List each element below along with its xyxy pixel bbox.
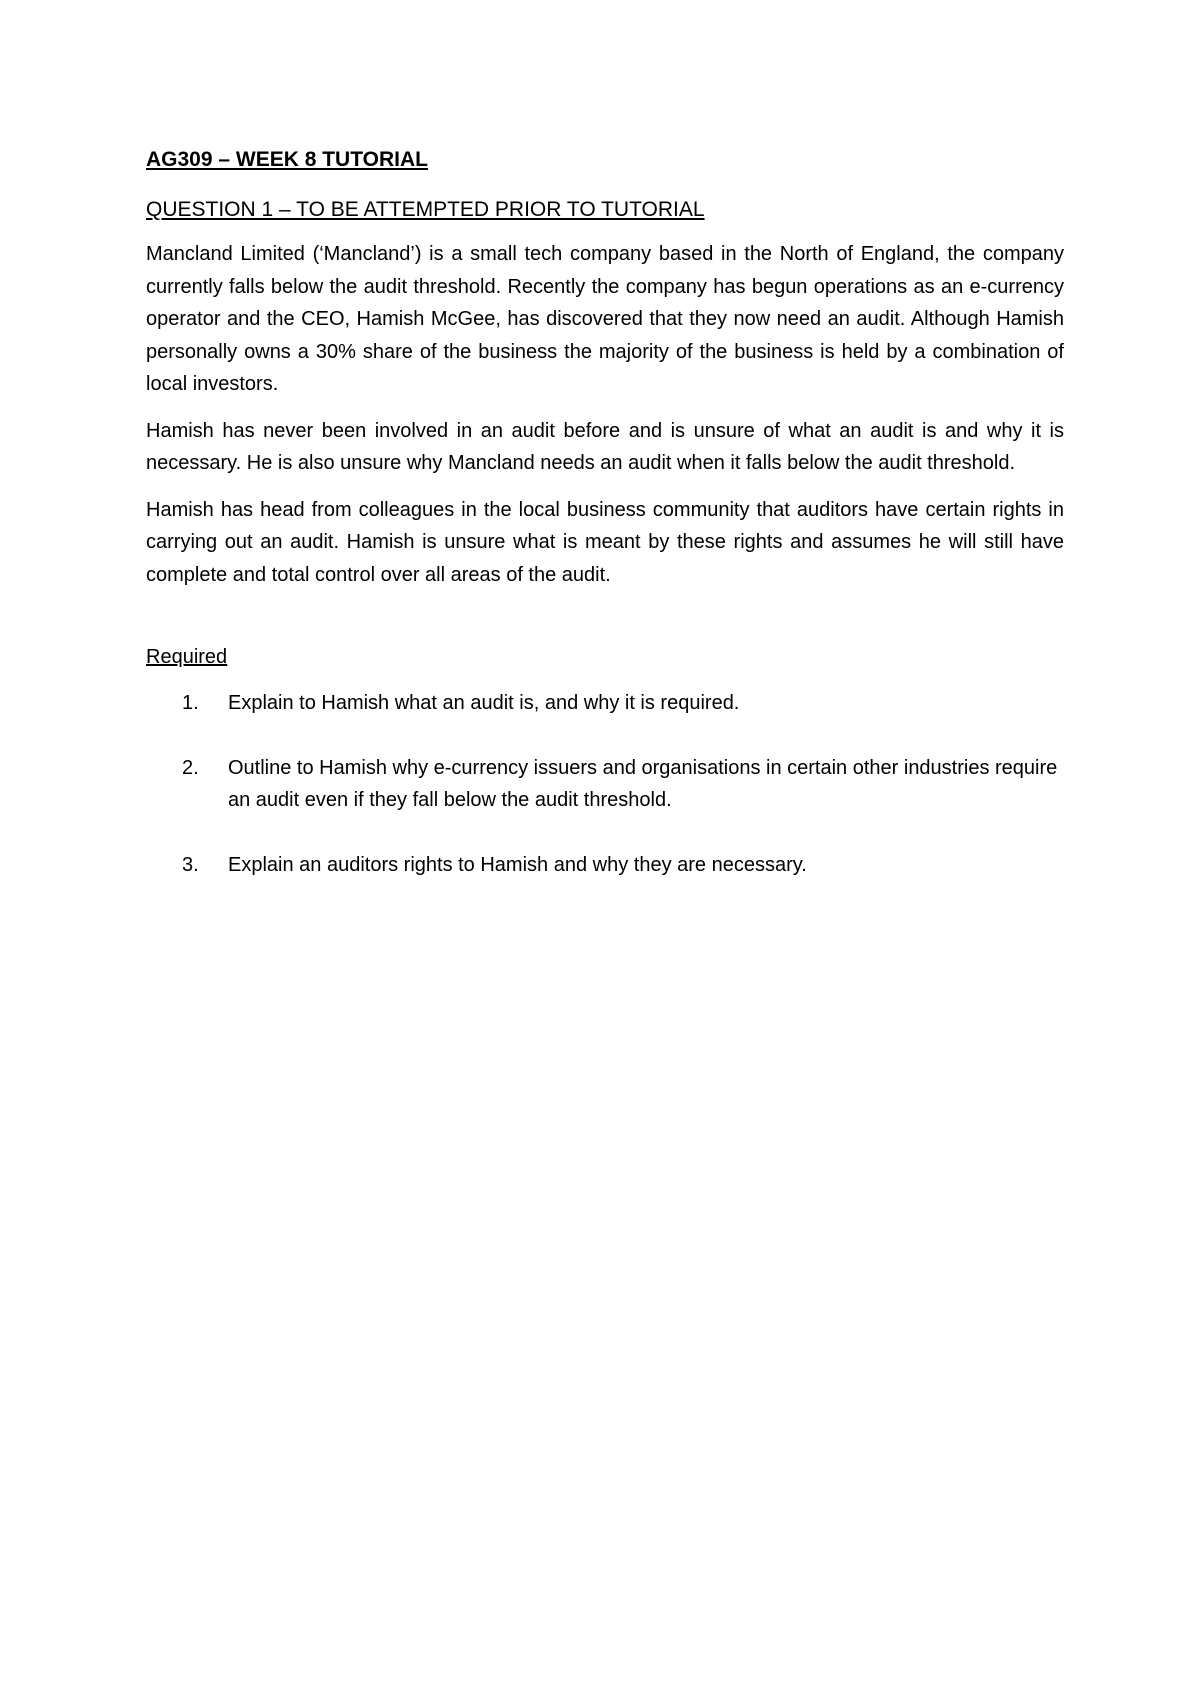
- requirement-number: 3.: [182, 853, 199, 876]
- requirement-text: Explain to Hamish what an audit is, and why it is required.: [228, 692, 740, 714]
- document-page: [146, 146, 1064, 913]
- requirement-number: 2.: [182, 756, 199, 779]
- scenario-paragraph-3: Hamish has head from colleagues in the local business community that auditors have certain rights in carrying out an audit. Hamish is unsure what is meant by these rights and assumes he will still have complete and total control over all areas of the audit.: [146, 498, 1064, 586]
- document-title: AG309 – WEEK 8 TUTORIAL: [146, 148, 429, 171]
- requirement-text: Outline to Hamish why e-currency issuers and organisations in certain other industries require an audit even if they fall below the audit threshold.: [228, 756, 1058, 811]
- scenario-paragraph-1: Mancland Limited (‘Mancland’) is a small tech company based in the North of England, the company currently falls below the audit threshold. Recently the company has begun operations as an e-currency operator and the CEO, Hamish McGee, has discovered that they now need an audit. Although Hamish personally owns a 30% share of the business the majority of the business is held by a combination of local investors.: [146, 243, 1064, 395]
- requirement-item: [146, 849, 1064, 882]
- scenario-paragraph-2: Hamish has never been involved in an audit before and is unsure of what an audit is and why it is necessary. He is also unsure why Mancland needs an audit when it falls below the audit threshold.: [146, 419, 1064, 474]
- requirements-list: [146, 687, 1064, 881]
- required-heading: Required: [146, 646, 228, 668]
- requirement-text: Explain an auditors rights to Hamish and why they are necessary.: [228, 853, 807, 876]
- requirement-item: [146, 752, 1064, 817]
- question-heading: QUESTION 1 – TO BE ATTEMPTED PRIOR TO TUTORIAL: [146, 198, 705, 221]
- requirement-item: [146, 687, 1064, 720]
- requirement-number: 1.: [182, 692, 199, 714]
